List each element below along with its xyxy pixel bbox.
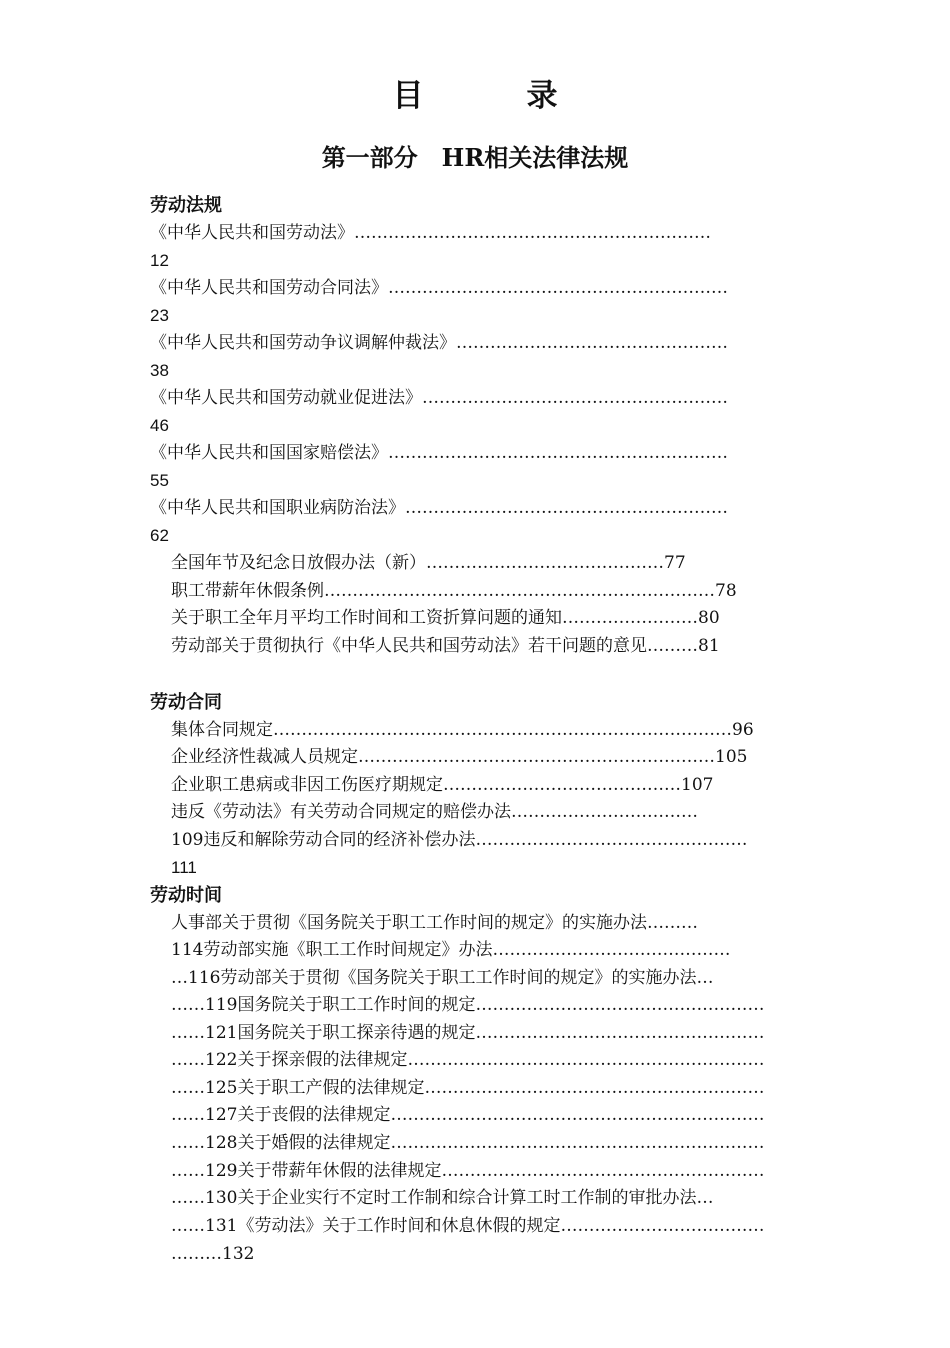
toc-title: 目 录 <box>392 78 594 114</box>
toc-entry[interactable]: 违反《劳动法》有关劳动合同规定的赔偿办法…………………………… <box>171 802 698 822</box>
toc-entry[interactable]: ……119国务院关于职工工作时间的规定…………………………………………… <box>171 995 765 1015</box>
toc-entry[interactable]: ……131《劳动法》关于工作时间和休息休假的规定……………………………… <box>171 1216 765 1236</box>
toc-entry[interactable]: ……128关于婚假的法律规定………………………………………………………… <box>171 1133 765 1153</box>
toc-page-number[interactable]: 12 <box>150 251 169 270</box>
toc-entry[interactable]: 《中华人民共和国劳动争议调解仲裁法》………………………………………… <box>150 333 728 353</box>
toc-entry[interactable]: ……121国务院关于职工探亲待遇的规定…………………………………………… <box>171 1023 765 1043</box>
toc-entry[interactable]: 集体合同规定………………………………………………………………………96 <box>171 720 754 740</box>
toc-entry[interactable]: ……122关于探亲假的法律规定……………………………………………………… <box>171 1050 765 1070</box>
toc-entry[interactable]: 劳动部关于贯彻执行《中华人民共和国劳动法》若干问题的意见………81 <box>171 636 720 656</box>
toc-entry[interactable]: 109违反和解除劳动合同的经济补偿办法………………………………………… <box>171 830 748 850</box>
toc-entry[interactable]: ……129关于带薪年休假的法律规定………………………………………………… <box>171 1161 765 1181</box>
toc-entry[interactable]: 关于职工全年月平均工作时间和工资折算问题的通知……………………80 <box>171 608 720 628</box>
toc-entry[interactable]: ……130关于企业实行不定时工作制和综合计算工时工作制的审批办法… <box>171 1188 714 1208</box>
toc-entry[interactable]: ……125关于职工产假的法律规定…………………………………………………… <box>171 1078 765 1098</box>
toc-entry[interactable]: 114劳动部实施《职工工作时间规定》办法…………………………………… <box>171 940 731 960</box>
toc-page-number[interactable]: 111 <box>171 858 197 877</box>
toc-entry[interactable]: ………132 <box>171 1244 255 1264</box>
toc-entry[interactable]: 企业经济性裁减人员规定………………………………………………………105 <box>171 747 748 767</box>
toc-entry[interactable]: 《中华人民共和国劳动合同法》…………………………………………………… <box>150 278 728 298</box>
toc-entry[interactable]: 全国年节及纪念日放假办法（新）……………………………………77 <box>171 553 686 573</box>
section-heading: 劳动合同 <box>150 692 222 713</box>
toc-page-number[interactable]: 38 <box>150 361 169 380</box>
part-title: 第一部分 HR相关法律法规 <box>321 143 629 172</box>
toc-entry[interactable]: …116劳动部关于贯彻《国务院关于职工工作时间的规定》的实施办法… <box>171 968 714 988</box>
toc-page-number[interactable]: 46 <box>150 416 169 435</box>
toc-page-number[interactable]: 62 <box>150 526 169 545</box>
toc-entry[interactable]: ……127关于丧假的法律规定………………………………………………………… <box>171 1105 765 1125</box>
toc-entry[interactable]: 企业职工患病或非因工伤医疗期规定……………………………………107 <box>171 775 714 795</box>
toc-entry[interactable]: 《中华人民共和国劳动就业促进法》……………………………………………… <box>150 388 728 408</box>
toc-entry[interactable]: 《中华人民共和国劳动法》……………………………………………………… <box>150 223 711 243</box>
section-heading: 劳动时间 <box>150 885 222 906</box>
toc-entry[interactable]: 人事部关于贯彻《国务院关于职工工作时间的规定》的实施办法……… <box>171 913 698 933</box>
toc-page-number[interactable]: 55 <box>150 471 169 490</box>
toc-page-number[interactable]: 23 <box>150 306 169 325</box>
section-heading: 劳动法规 <box>150 195 222 216</box>
toc-entry[interactable]: 职工带薪年休假条例……………………………………………………………78 <box>171 581 737 601</box>
toc-entry[interactable]: 《中华人民共和国职业病防治法》………………………………………………… <box>150 498 728 518</box>
toc-entry[interactable]: 《中华人民共和国国家赔偿法》…………………………………………………… <box>150 443 728 463</box>
